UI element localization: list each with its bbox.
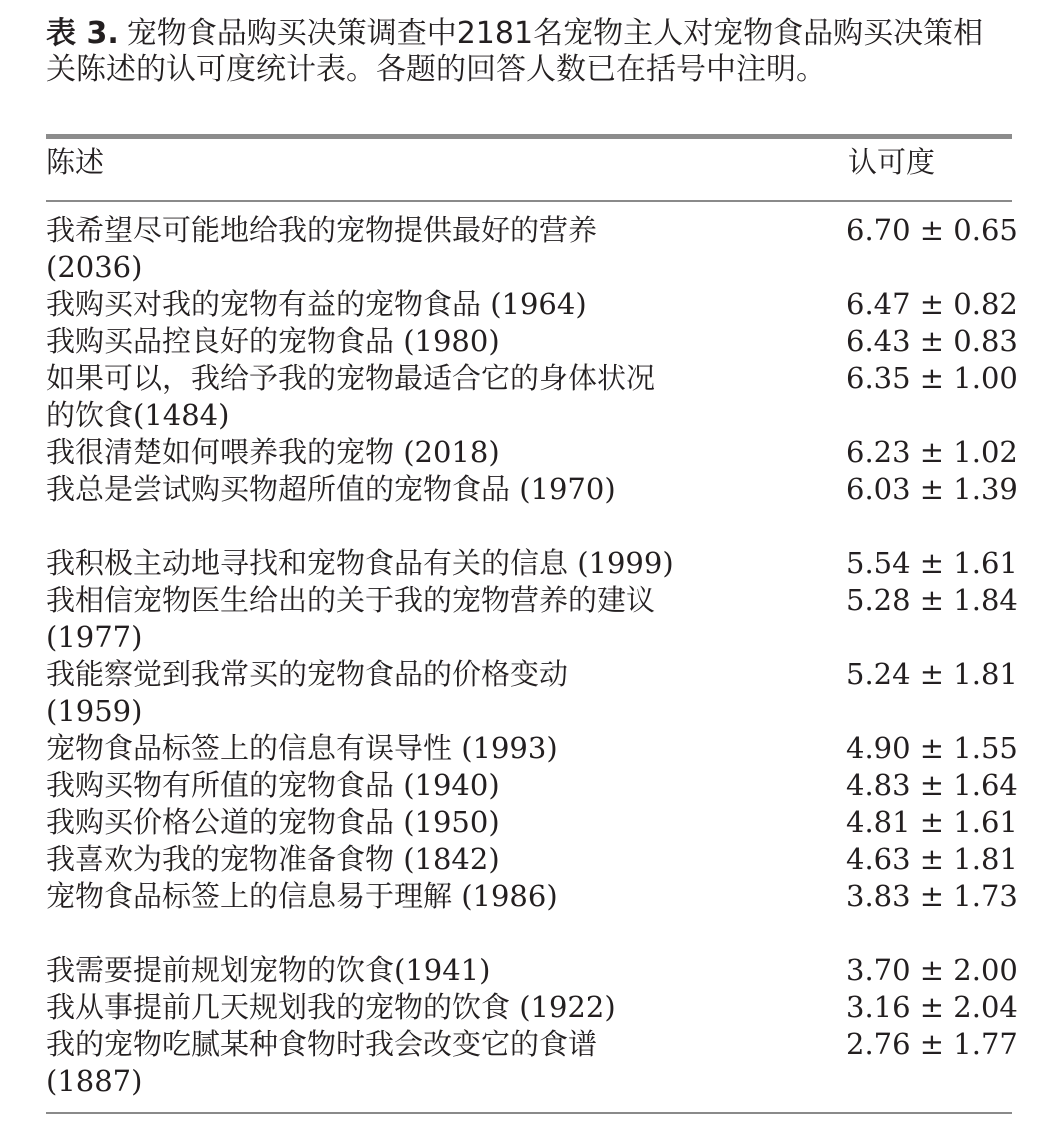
statement-cell: 我喜欢为我的宠物准备食物 (1842) [46, 842, 500, 876]
agreement-cell: 3.70 ± 2.00 [846, 953, 1018, 987]
statement-cell: 宠物食品标签上的信息有误导性 (1993) [46, 731, 558, 765]
agreement-cell: 2.76 ± 1.77 [846, 1027, 1018, 1061]
table-row [0, 656, 1038, 728]
agreement-cell: 5.28 ± 1.84 [846, 583, 1018, 617]
bottom-rule [46, 1112, 1012, 1114]
statement-cell: 我能察觉到我常买的宠物食品的价格变动 (1959) [46, 657, 569, 728]
header-statement: 陈述 [46, 145, 105, 179]
table-caption-text: 宠物食品购买决策调查中2181名宠物主人对宠物食品购买决策相关陈述的认可度统计表。各题的回答人数已在括号中注明。 [46, 16, 984, 87]
agreement-cell: 4.83 ± 1.64 [846, 768, 1018, 802]
statement-cell: 我很清楚如何喂养我的宠物 (2018) [46, 435, 500, 469]
table-row [0, 323, 1038, 358]
table-label: 表 3. [46, 16, 119, 51]
top-rule [46, 134, 1012, 139]
table-row [0, 878, 1038, 913]
table-row [0, 286, 1038, 321]
table-row [0, 212, 1038, 284]
table-row [0, 767, 1038, 802]
statement-cell: 我从事提前几天规划我的宠物的饮食 (1922) [46, 990, 616, 1024]
agreement-cell: 3.83 ± 1.73 [846, 879, 1018, 913]
statement-cell: 我的宠物吃腻某种食物时我会改变它的食谱 (1887) [46, 1027, 598, 1098]
table-row [0, 989, 1038, 1024]
header-agreement: 认可度 [848, 145, 936, 179]
table-row [0, 1026, 1038, 1098]
table-row [0, 952, 1038, 987]
statement-cell: 我购买品控良好的宠物食品 (1980) [46, 324, 500, 358]
table-row [0, 841, 1038, 876]
agreement-cell: 6.03 ± 1.39 [846, 472, 1018, 506]
statement-cell: 我积极主动地寻找和宠物食品有关的信息 (1999) [46, 546, 674, 580]
agreement-cell: 6.43 ± 0.83 [846, 324, 1018, 358]
agreement-cell: 5.54 ± 1.61 [846, 546, 1018, 580]
agreement-cell: 6.70 ± 0.65 [846, 213, 1018, 247]
agreement-cell: 5.24 ± 1.81 [846, 657, 1018, 691]
statement-cell: 我购买物有所值的宠物食品 (1940) [46, 768, 500, 802]
table-row [0, 730, 1038, 765]
table-row [0, 545, 1038, 580]
statement-cell: 我总是尝试购买物超所值的宠物食品 (1970) [46, 472, 616, 506]
table-row [0, 434, 1038, 469]
statement-cell: 我相信宠物医生给出的关于我的宠物营养的建议 (1977) [46, 583, 656, 654]
statement-cell: 宠物食品标签上的信息易于理解 (1986) [46, 879, 558, 913]
statement-cell: 我购买对我的宠物有益的宠物食品 (1964) [46, 287, 587, 321]
statement-cell: 我需要提前规划宠物的饮食(1941) [46, 953, 491, 987]
agreement-cell: 6.23 ± 1.02 [846, 435, 1018, 469]
table-row [0, 804, 1038, 839]
agreement-cell: 6.47 ± 0.82 [846, 287, 1018, 321]
statement-cell: 我希望尽可能地给我的宠物提供最好的营养 (2036) [46, 213, 598, 284]
statement-cell: 如果可以，我给予我的宠物最适合它的身体状况 的饮食(1484) [46, 361, 656, 432]
agreement-cell: 3.16 ± 2.04 [846, 990, 1018, 1024]
table-row [0, 360, 1038, 432]
agreement-cell: 4.63 ± 1.81 [846, 842, 1018, 876]
header-rule [46, 200, 1012, 202]
table-row [0, 582, 1038, 654]
statement-cell: 我购买价格公道的宠物食品 (1950) [46, 805, 500, 839]
agreement-cell: 4.90 ± 1.55 [846, 731, 1018, 765]
agreement-cell: 4.81 ± 1.61 [846, 805, 1018, 839]
table-caption [46, 16, 1006, 88]
table-row [0, 471, 1038, 506]
agreement-cell: 6.35 ± 1.00 [846, 361, 1018, 395]
